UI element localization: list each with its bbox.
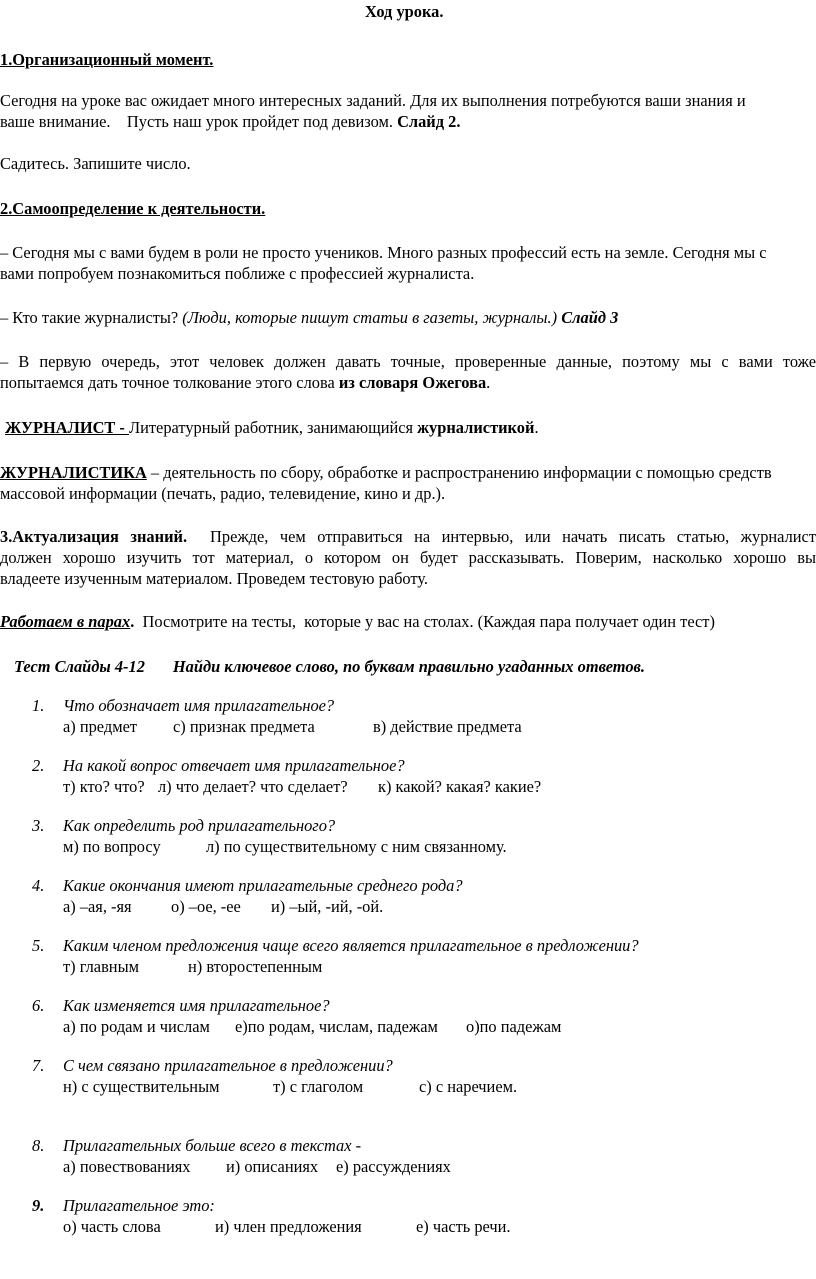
paragraph-text: массовой информации (печать, радио, телевидение, кино и др.). bbox=[0, 484, 446, 503]
question-text: Прилагательных больше всего в текстах - bbox=[63, 1136, 362, 1155]
page-title: Ход урока. bbox=[365, 2, 444, 21]
question-number: 6. bbox=[32, 996, 45, 1015]
answer-option: л) по существительному с ним связанному. bbox=[206, 837, 507, 856]
question-number: 2. bbox=[32, 756, 45, 775]
test-heading: Тест Слайды 4-12 Найди ключевое слово, по буквам правильно угаданных ответов. bbox=[14, 657, 645, 676]
answer-option: к) какой? какая? какие? bbox=[378, 777, 542, 796]
paragraph-text: ваше внимание. Пусть наш урок пройдет под девизом. Слайд 2. bbox=[0, 112, 461, 131]
answer-option: с) с наречием. bbox=[419, 1077, 518, 1096]
answer-option: о) часть слова bbox=[63, 1217, 161, 1236]
question-text: Каким членом предложения чаще всего является прилагательное в предложении? bbox=[63, 936, 639, 955]
question-text: Какие окончания имеют прилагательные среднего рода? bbox=[63, 876, 463, 895]
question-number: 7. bbox=[32, 1056, 45, 1075]
answer-option: с) признак предмета bbox=[173, 717, 315, 736]
paragraph-text: владеете изученным материалом. Проведем тестовую работу. bbox=[0, 569, 428, 588]
question-number: 1. bbox=[32, 696, 45, 715]
answer-option: е)по родам, числам, падежам bbox=[235, 1017, 438, 1036]
answer-option: н) второстепенным bbox=[188, 957, 323, 976]
answer-option: т) главным bbox=[63, 957, 139, 976]
question-number: 4. bbox=[32, 876, 45, 895]
question-text: Что обозначает имя прилагательное? bbox=[63, 696, 335, 715]
definition-journalist: ЖУРНАЛИСТ - Литературный работник, занимающийся журналистикой. bbox=[5, 418, 539, 437]
pairs-instruction: Работаем в парах. Посмотрите на тесты, которые у вас на столах. (Каждая пара получает один тест) bbox=[0, 612, 715, 631]
answer-option: т) кто? что? bbox=[63, 777, 145, 796]
paragraph-text: – Кто такие журналисты? (Люди, которые пишут статьи в газеты, журналы.) Слайд 3 bbox=[0, 308, 619, 327]
answer-option: и) член предложения bbox=[215, 1217, 362, 1236]
answer-option: а) по родам и числам bbox=[63, 1017, 210, 1036]
paragraph-text: – Сегодня мы с вами будем в роли не просто учеников. Много разных профессий есть на земле. Сегодня мы с bbox=[0, 243, 767, 262]
answer-option: о)по падежам bbox=[466, 1017, 562, 1036]
answer-option: и) описаниях bbox=[226, 1157, 319, 1176]
answer-option: е) рассуждениях bbox=[336, 1157, 451, 1176]
question-number: 3. bbox=[32, 816, 45, 835]
answer-option: т) с глаголом bbox=[273, 1077, 364, 1096]
question-number: 8. bbox=[32, 1136, 45, 1155]
section-1-heading: 1.Организационный момент. bbox=[0, 50, 214, 69]
paragraph-text: Сегодня на уроке вас ожидает много интересных заданий. Для их выполнения потребуются ваши знания и bbox=[0, 91, 746, 110]
answer-option: а) предмет bbox=[63, 717, 138, 736]
section-2-heading: 2.Самоопределение к деятельности. bbox=[0, 199, 266, 218]
definition-journalism: ЖУРНАЛИСТИКА – деятельность по сбору, обработке и распространению информации с помощью средств bbox=[0, 463, 772, 482]
answer-option: м) по вопросу bbox=[63, 837, 161, 856]
answer-option: в) действие предмета bbox=[373, 717, 522, 736]
answer-option: и) –ый, -ий, -ой. bbox=[271, 897, 384, 916]
paragraph-text: вами попробуем познакомиться поближе с профессией журналиста. bbox=[0, 264, 475, 283]
answer-option: а) повествованиях bbox=[63, 1157, 191, 1176]
answer-option: л) что делает? что сделает? bbox=[158, 777, 348, 796]
question-number: 5. bbox=[32, 936, 45, 955]
answer-option: а) –ая, -яя bbox=[63, 897, 132, 916]
answer-option: е) часть речи. bbox=[416, 1217, 511, 1236]
section-3-heading: 3.Актуализация знаний. bbox=[0, 527, 188, 546]
answer-option: н) с существительным bbox=[63, 1077, 220, 1096]
paragraph-text: – В первую очередь, этот человек должен давать точные, проверенные данные, поэтому мы с вами тоже bbox=[0, 352, 816, 371]
paragraph-text: попытаемся дать точное толкование этого слова из словаря Ожегова. bbox=[0, 373, 491, 392]
question-text: С чем связано прилагательное в предложении? bbox=[63, 1056, 393, 1075]
answer-option: о) –ое, -ее bbox=[171, 897, 241, 916]
paragraph-text: Садитесь. Запишите число. bbox=[0, 154, 191, 173]
paragraph-text: должен хорошо изучить тот материал, о котором он будет рассказывать. Поверим, насколько хорошо вы bbox=[0, 548, 816, 567]
question-text: Прилагательное это: bbox=[63, 1196, 215, 1215]
question-number: 9. bbox=[32, 1196, 45, 1215]
question-text: Как изменяется имя прилагательное? bbox=[63, 996, 330, 1015]
question-text: На какой вопрос отвечает имя прилагательное? bbox=[63, 756, 405, 775]
question-text: Как определить род прилагательного? bbox=[63, 816, 336, 835]
section-3-paragraph: 3.Актуализация знаний. Прежде, чем отправиться на интервью, или начать писать статью, журналист bbox=[0, 527, 816, 546]
